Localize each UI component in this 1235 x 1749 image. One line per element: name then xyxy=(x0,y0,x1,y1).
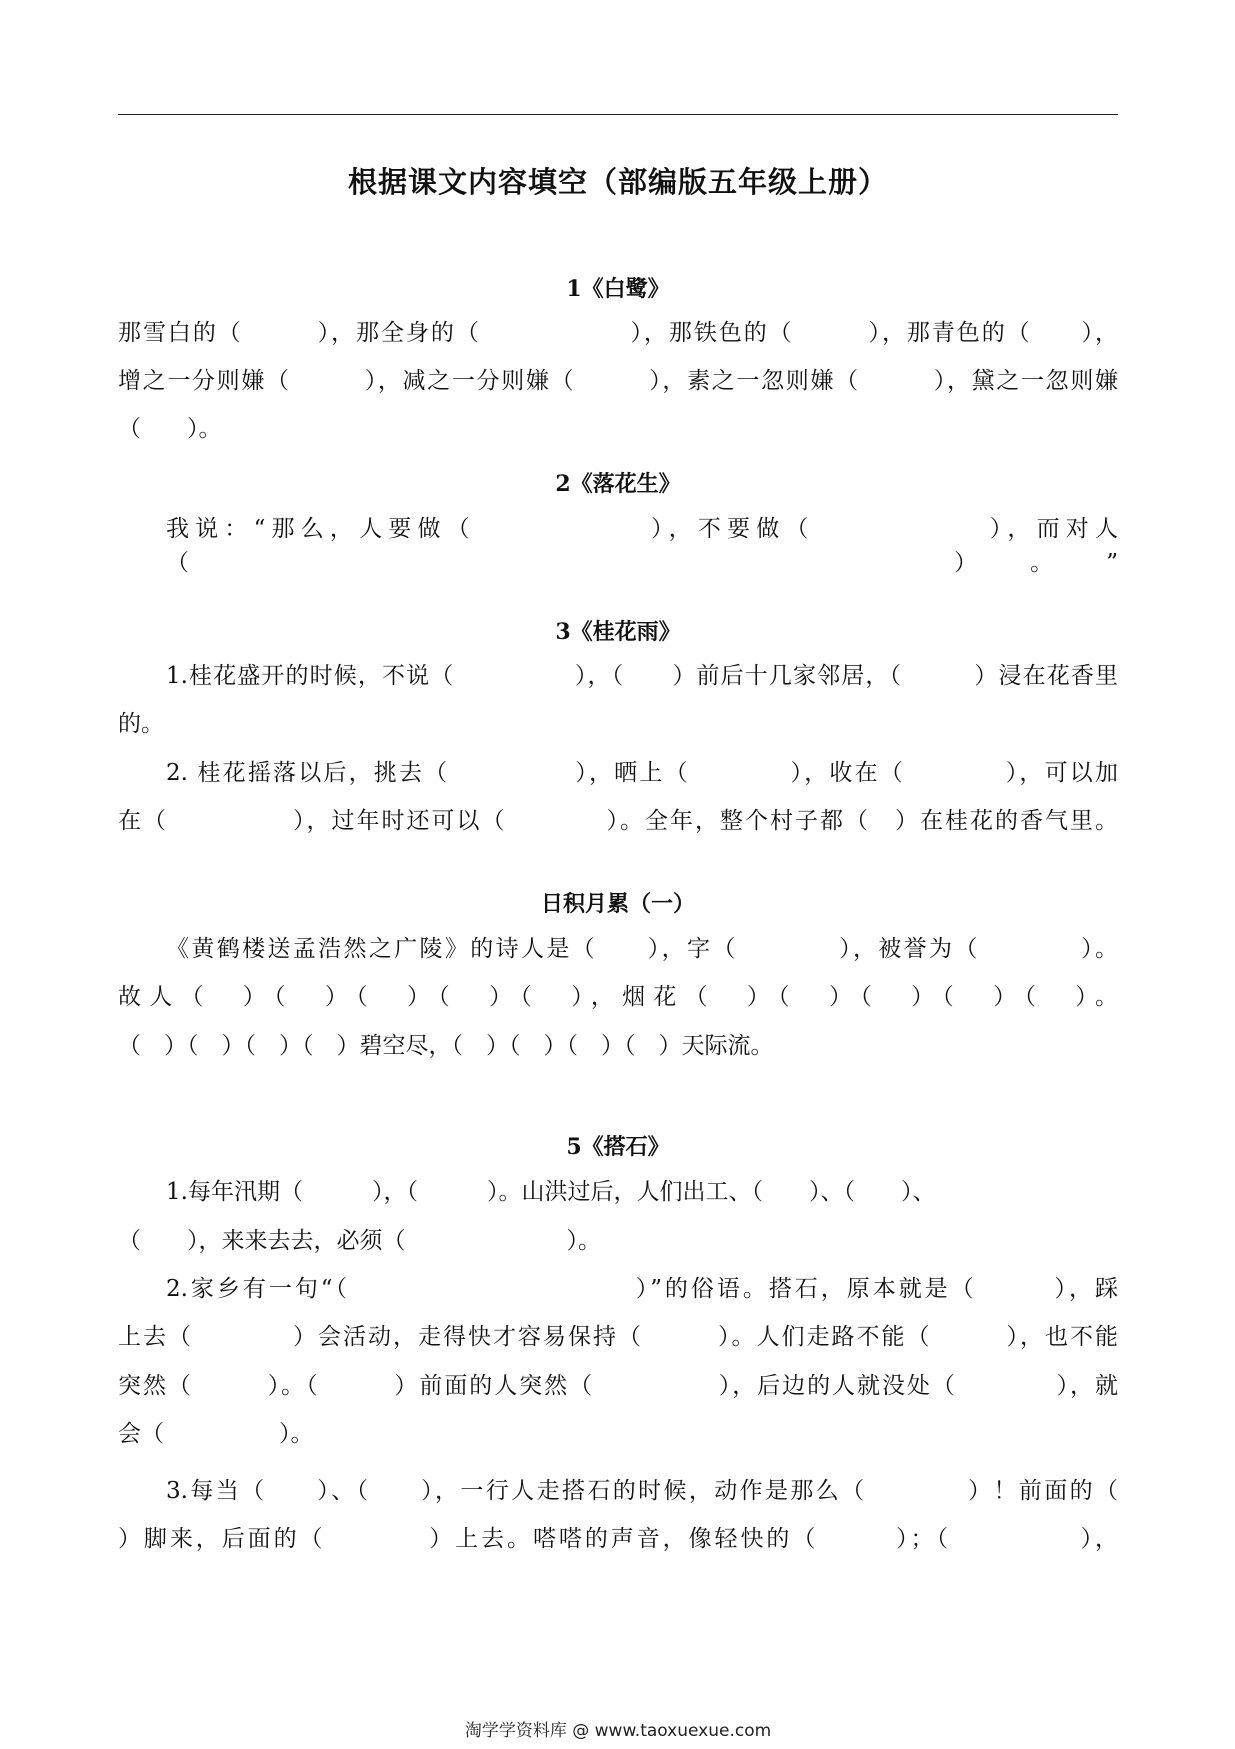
text-line: 1.桂花盛开的时候，不说（ ），（ ）前后十几家邻居，（ ）浸在花香里 xyxy=(166,663,1118,689)
section-heading-guihuayu: 3《桂花雨》 xyxy=(555,619,681,645)
page-title: 根据课文内容填空（部编版五年级上册） xyxy=(347,165,888,199)
text-line: （ ）。 xyxy=(118,416,222,442)
text-line: 《黄鹤楼送孟浩然之广陵》的诗人是（ ），字（ ），被誉为（ ）。 xyxy=(166,936,1118,962)
text-line: 增之一分则嫌（ ），减之一分则嫌（ ），素之一忽则嫌（ ），黛之一忽则嫌 xyxy=(118,368,1118,394)
section-heading-luohuasheng: 2《落花生》 xyxy=(555,471,681,497)
section-heading-rijiyuelei: 日积月累（一） xyxy=(540,891,695,917)
text-line: 3.每当（ ）、（ ），一行人走搭石的时候，动作是那么（ ）！前面的（ xyxy=(166,1478,1118,1504)
text-line: 上去（ ）会活动，走得快才容易保持（ ）。人们走路不能（ ），也不能 xyxy=(118,1324,1118,1350)
text-line: 的。 xyxy=(118,711,164,737)
text-line: 那雪白的（ ），那全身的（ ），那铁色的（ ），那青色的（ ）， xyxy=(118,320,1118,346)
text-line: ）脚来，后面的（ ）上去。嗒嗒的声音，像轻快的（ ）；（ ）， xyxy=(118,1526,1118,1552)
text-line: 2.家乡有一句“（ ）”的俗语。搭石，原本就是（ ），踩 xyxy=(166,1276,1118,1302)
text-line: （ ）（ ）（ ）（ ）碧空尽，（ ）（ ）（ ）（ ）天际流。 xyxy=(118,1033,774,1059)
text-line: 1.每年汛期（ ），（ ）。山洪过后，人们出工、（ ）、（ ）、 xyxy=(166,1179,936,1205)
text-line: 2. 桂花摇落以后，挑去（ ），晒上（ ），收在（ ），可以加 xyxy=(166,760,1118,786)
text-line: 突然（ ）。（ ）前面的人突然（ ），后边的人就没处（ ），就 xyxy=(118,1373,1118,1399)
footer-watermark: 淘学学资料库 @ www.taoxuexue.com xyxy=(464,1721,772,1741)
section-heading-bailu: 1《白鹭》 xyxy=(566,276,670,302)
text-line: （ ），来来去去，必须（ ）。 xyxy=(118,1228,601,1254)
section-heading-dashi: 5《搭石》 xyxy=(566,1134,670,1160)
text-line: 我说：“那么，人要做（ ），不要做（ ），而对人（ ）。” xyxy=(166,516,1118,576)
text-line: 会（ ）。 xyxy=(118,1421,314,1447)
text-line: 在（ ），过年时还可以（ ）。全年，整个村子都（ ）在桂花的香气里。 xyxy=(118,808,1118,834)
text-line: 故人（ ）（ ）（ ）（ ）（ ），烟花（ ）（ ）（ ）（ ）（ ）。 xyxy=(118,984,1118,1010)
top-rule xyxy=(118,114,1118,115)
